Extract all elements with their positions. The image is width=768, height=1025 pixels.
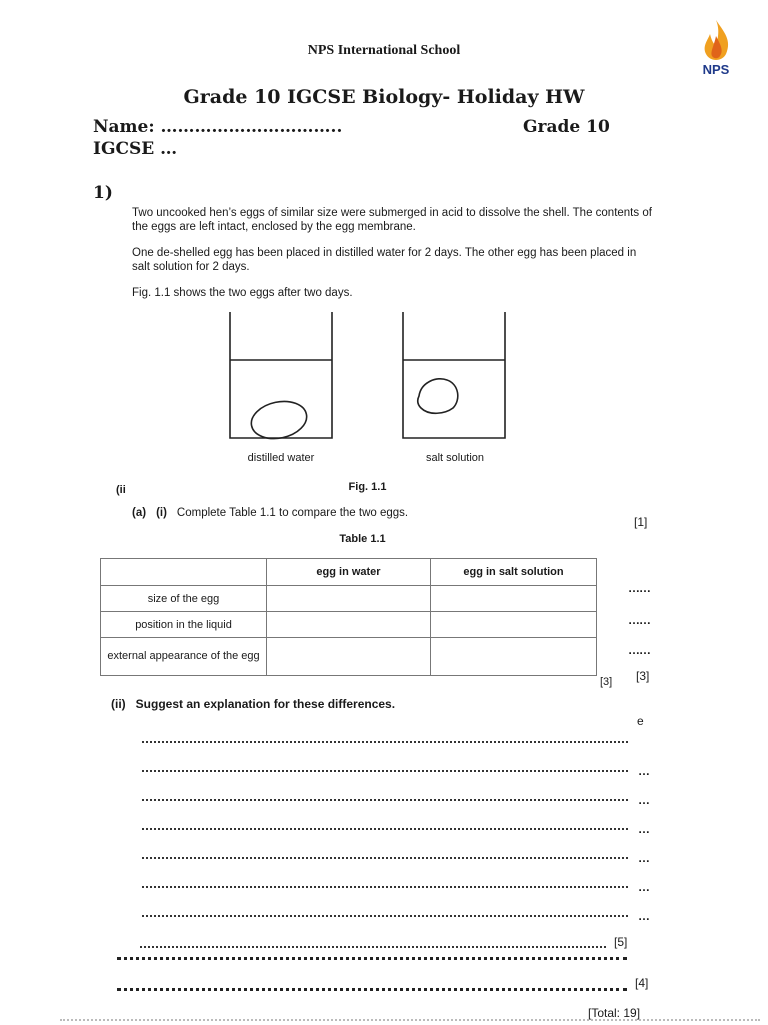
answer-line-long[interactable] bbox=[117, 957, 627, 960]
table-header-empty bbox=[101, 559, 267, 586]
row-trailing-dots: …… bbox=[628, 581, 650, 595]
part-label-fragment: (ii bbox=[116, 484, 126, 496]
part-ii-label: (ii) bbox=[111, 697, 126, 711]
text-fragment: e bbox=[637, 714, 644, 728]
cell-position-salt[interactable] bbox=[431, 612, 597, 638]
cut-off-line bbox=[60, 1019, 760, 1025]
answer-line-long[interactable] bbox=[117, 988, 627, 991]
row-label-size: size of the egg bbox=[101, 586, 267, 612]
part-ii-question bbox=[111, 697, 395, 711]
line-trailing-dots: … bbox=[638, 851, 650, 865]
cell-appearance-water[interactable] bbox=[267, 638, 431, 676]
caption-salt-solution: salt solution bbox=[425, 452, 485, 464]
line-trailing-dots: … bbox=[638, 909, 650, 923]
beakers-figure bbox=[225, 310, 515, 445]
row-trailing-dots: …… bbox=[628, 613, 650, 627]
row-label-appearance: external appearance of the egg bbox=[101, 638, 267, 676]
egg-water bbox=[248, 397, 310, 444]
beaker-salt-solution bbox=[403, 312, 505, 438]
answer-line[interactable] bbox=[142, 857, 628, 859]
egg-salt bbox=[418, 379, 458, 413]
comparison-table bbox=[100, 558, 597, 676]
line-trailing-dots: … bbox=[638, 880, 650, 894]
answer-line[interactable] bbox=[142, 770, 628, 772]
school-logo bbox=[694, 18, 738, 80]
marks-3: [3] bbox=[636, 669, 650, 683]
question-paragraph: Fig. 1.1 shows the two eggs after two days. bbox=[132, 287, 353, 299]
answer-line[interactable] bbox=[142, 741, 628, 743]
marks-5: [5] bbox=[614, 935, 628, 949]
page-title: Grade 10 IGCSE Biology- Holiday HW bbox=[183, 86, 585, 108]
school-name: NPS International School bbox=[307, 43, 461, 58]
answer-line[interactable] bbox=[140, 946, 606, 948]
answer-line[interactable] bbox=[142, 886, 628, 888]
marks-3-small: [3] bbox=[600, 676, 613, 688]
row-label-position: position in the liquid bbox=[101, 612, 267, 638]
line-trailing-dots: … bbox=[638, 793, 650, 807]
cell-position-water[interactable] bbox=[267, 612, 431, 638]
marks-4: [4] bbox=[635, 976, 649, 990]
row-trailing-dots: …… bbox=[628, 643, 650, 657]
question-number: 1) bbox=[93, 183, 113, 203]
part-ii-text: Suggest an explanation for these differences. bbox=[135, 697, 396, 711]
marks-1: [1] bbox=[634, 515, 648, 529]
part-a-text: Complete Table 1.1 to compare the two eggs. bbox=[176, 507, 409, 519]
table-row bbox=[101, 586, 597, 612]
line-trailing-dots: … bbox=[638, 764, 650, 778]
table-header-water: egg in water bbox=[267, 559, 431, 586]
table-header-salt: egg in salt solution bbox=[431, 559, 597, 586]
answer-line[interactable] bbox=[142, 828, 628, 830]
line-trailing-dots: … bbox=[638, 822, 650, 836]
table-row bbox=[101, 638, 597, 676]
answer-line[interactable] bbox=[142, 799, 628, 801]
table-row bbox=[101, 612, 597, 638]
table-title: Table 1.1 bbox=[339, 533, 386, 545]
grade-label: Grade 10 bbox=[523, 117, 610, 137]
cell-size-salt[interactable] bbox=[431, 586, 597, 612]
part-i-label: (i) bbox=[156, 507, 167, 519]
igcse-label: IGCSE … bbox=[93, 139, 178, 159]
cell-appearance-salt[interactable] bbox=[431, 638, 597, 676]
figure-label: Fig. 1.1 bbox=[348, 481, 387, 493]
table-header-row bbox=[101, 559, 597, 586]
logo-text: NPS bbox=[702, 62, 730, 77]
answer-line[interactable] bbox=[142, 915, 628, 917]
total-marks: [Total: 19] bbox=[588, 1006, 641, 1020]
beaker-distilled-water bbox=[230, 312, 332, 443]
part-a-label: (a) bbox=[132, 507, 147, 519]
cell-size-water[interactable] bbox=[267, 586, 431, 612]
question-paragraph: Two uncooked hen’s eggs of similar size were submerged in acid to dissolve the shell. The contents of the eggs are left intact, enclosed by the egg membrane. bbox=[132, 207, 652, 233]
part-a-question bbox=[132, 507, 408, 519]
name-field: Name: ………………………….. bbox=[93, 117, 343, 137]
question-paragraph: One de-shelled egg has been placed in distilled water for 2 days. The other egg has been placed in salt solution for 2 days. bbox=[132, 247, 637, 273]
caption-distilled-water: distilled water bbox=[247, 452, 315, 464]
